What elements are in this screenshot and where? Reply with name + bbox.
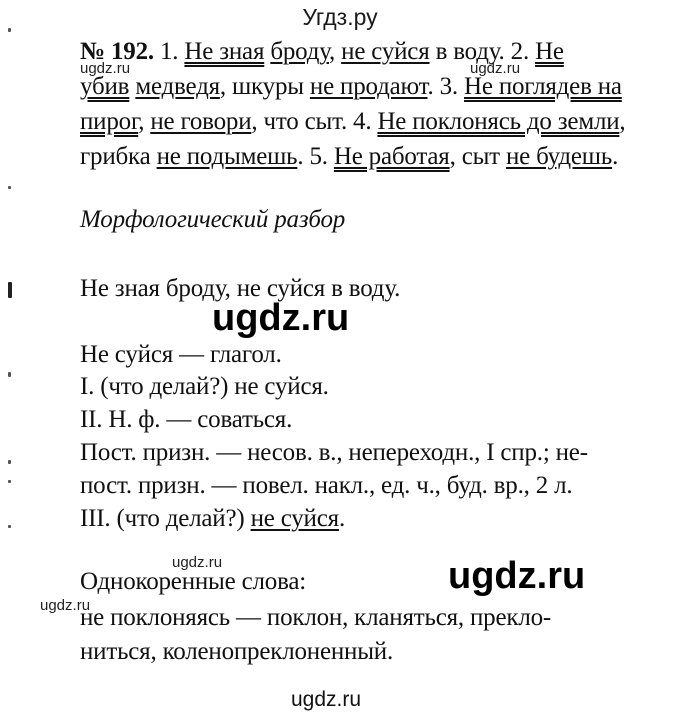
- site-title: Угдз.ру: [302, 4, 378, 30]
- exercise-line-3: [80, 108, 625, 136]
- scan-speck: [8, 28, 11, 32]
- underlined-word: не продают: [309, 73, 428, 100]
- analysis-line: I. (что делай?) не суйся.: [80, 373, 329, 400]
- text-segment: в воду. 2.: [429, 38, 536, 65]
- adverbial-participle-phrase: Не поклонясь до земли: [377, 108, 620, 135]
- text-segment: . 3.: [427, 73, 465, 100]
- analysis-sentence: Не зная броду, не суйся в воду.: [80, 275, 401, 302]
- exercise-line-2: [80, 73, 622, 101]
- scan-speck: [8, 460, 11, 464]
- text-segment: 1.: [153, 38, 185, 65]
- analysis-last-suffix: .: [338, 505, 345, 532]
- roots-line: ниться, коленопреклоненный.: [80, 638, 394, 665]
- roots-line: не поклоняясь — поклон, кланяться, прекло-: [80, 604, 552, 631]
- analysis-line: пост. призн. — повел. накл., ед. ч., буд. вр., 2 л.: [80, 472, 573, 499]
- text-segment: . 5.: [297, 143, 334, 170]
- underlined-word: броду: [270, 38, 330, 65]
- adverbial-participle-phrase: Не работая: [333, 143, 450, 170]
- underlined-word: не подымешь: [156, 143, 298, 170]
- scan-speck: [8, 186, 11, 189]
- analysis-line: II. Н. ф. — соваться.: [80, 406, 293, 433]
- underlined-word: медведя: [135, 73, 220, 100]
- analysis-line-last: [80, 505, 345, 533]
- adverbial-participle-phrase: пирог: [80, 108, 139, 135]
- analysis-line: Пост. призн. — несов. в., непереходн., I спр.; не-: [80, 439, 588, 466]
- underlined-word: не будешь: [505, 143, 613, 170]
- roots-heading: Однокоренные слова:: [80, 568, 306, 595]
- text-segment: грибка: [80, 143, 157, 170]
- analysis-last-word: не суйся: [250, 505, 339, 532]
- watermark: ugdz.ru: [291, 688, 362, 711]
- watermark: ugdz.ru: [172, 554, 223, 571]
- scan-speck: [8, 525, 11, 528]
- text-segment: , что сыт. 4.: [251, 108, 378, 135]
- text-segment: ,: [138, 108, 151, 135]
- text-segment: ,: [619, 108, 626, 135]
- adverbial-participle-phrase: Не: [535, 38, 564, 65]
- exercise-number: № 192.: [80, 38, 154, 65]
- text-segment: ,: [329, 38, 342, 65]
- analysis-line: Не суйся — глагол.: [80, 341, 282, 368]
- adverbial-participle-phrase: Не зная: [184, 38, 265, 65]
- scan-speck: [8, 480, 11, 483]
- underlined-word: не суйся: [341, 38, 430, 65]
- exercise-line-4: [80, 143, 618, 171]
- scan-speck: [8, 372, 11, 377]
- adverbial-participle-phrase: убив: [80, 73, 130, 100]
- text-segment: .: [612, 143, 619, 170]
- analysis-last-prefix: III. (что делай?): [80, 505, 251, 532]
- analysis-heading: Морфологический разбор: [80, 206, 346, 233]
- watermark: ugdz.ru: [40, 597, 91, 614]
- adverbial-participle-phrase: Не поглядев на: [464, 73, 622, 100]
- scan-speck: [8, 282, 12, 298]
- watermark: ugdz.ru: [470, 60, 521, 77]
- text-segment: , шкуры: [219, 73, 310, 100]
- watermark: ugdz.ru: [80, 60, 131, 77]
- watermark-large: ugdz.ru: [448, 555, 586, 597]
- watermark-large: ugdz.ru: [212, 297, 350, 339]
- underlined-word: не говори: [150, 108, 252, 135]
- text-segment: , сыт: [449, 143, 506, 170]
